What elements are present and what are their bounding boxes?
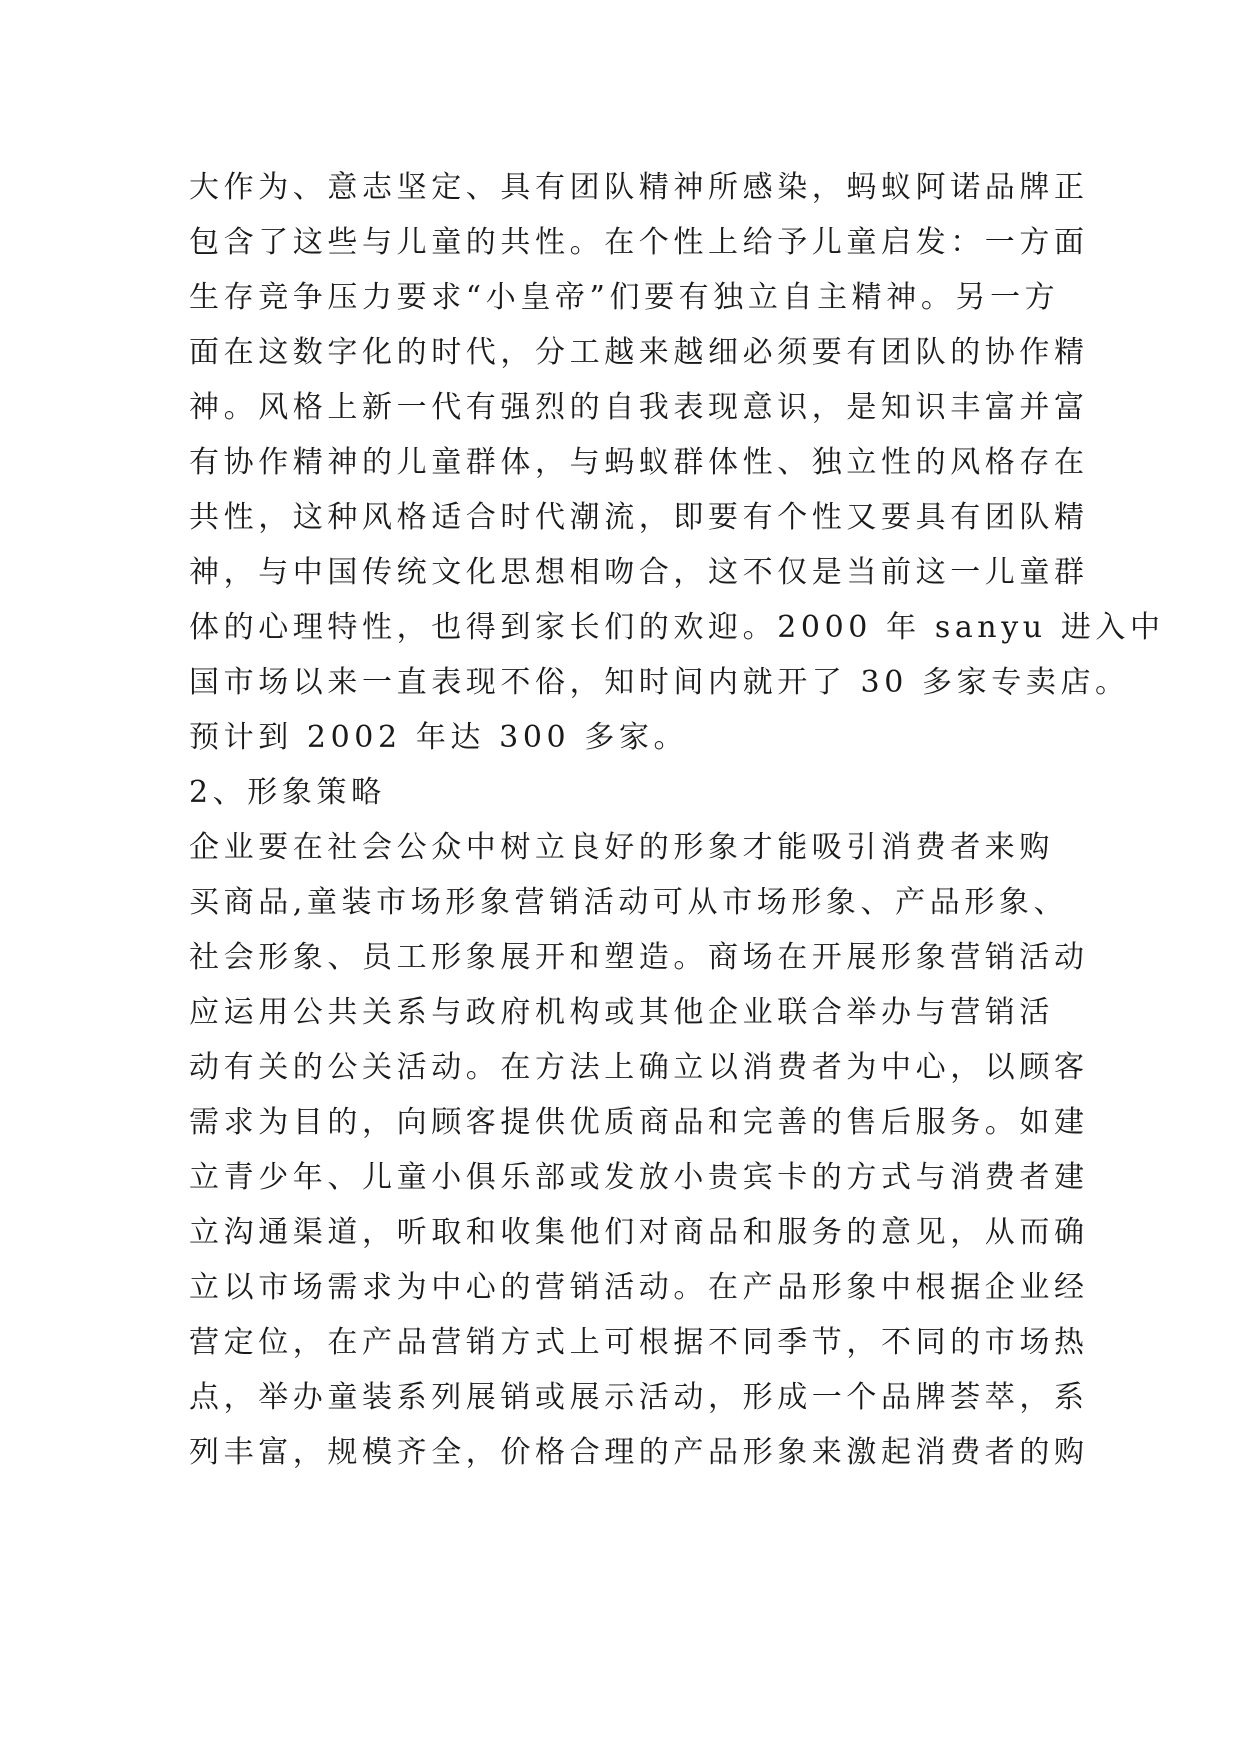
text-line: 营定位，在产品营销方式上可根据不同季节，不同的市场热 [189,1325,1089,1360]
text-line: 列丰富，规模齐全，价格合理的产品形象来激起消费者的购 [189,1435,1089,1470]
text-line: 神。风格上新一代有强烈的自我表现意识，是知识丰富并富 [189,390,1089,425]
text-line: 国市场以来一直表现不俗，知时间内就开了 30 多家专卖店。 [189,665,1130,700]
text-line: 动有关的公关活动。在方法上确立以消费者为中心，以顾客 [189,1050,1089,1085]
text-line: 立沟通渠道，听取和收集他们对商品和服务的意见，从而确 [189,1215,1089,1250]
text-line: 买商品,童装市场形象营销活动可从市场形象、产品形象、 [189,885,1069,920]
text-line: 企业要在社会公众中树立良好的形象才能吸引消费者来购 [189,830,1054,865]
text-line: 共性，这种风格适合时代潮流，即要有个性又要具有团队精 [189,500,1089,535]
section-heading: 2、形象策略 [189,775,386,810]
text-line: 神，与中国传统文化思想相吻合，这不仅是当前这一儿童群 [189,555,1089,590]
text-line: 立青少年、儿童小俱乐部或发放小贵宾卡的方式与消费者建 [189,1160,1089,1195]
text-line: 应运用公共关系与政府机构或其他企业联合举办与营销活 [189,995,1054,1030]
text-line: 需求为目的，向顾客提供优质商品和完善的售后服务。如建 [189,1105,1089,1140]
text-line: 有协作精神的儿童群体，与蚂蚁群体性、独立性的风格存在 [189,445,1089,480]
text-line: 生存竞争压力要求“小皇帝”们要有独立自主精神。另一方 [189,280,1060,315]
text-line: 预计到 2002 年达 300 多家。 [189,720,689,755]
text-line: 立以市场需求为中心的营销活动。在产品形象中根据企业经 [189,1270,1089,1305]
text-line: 面在这数字化的时代，分工越来越细必须要有团队的协作精 [189,335,1089,370]
text-line: 包含了这些与儿童的共性。在个性上给予儿童启发：一方面 [189,225,1089,260]
text-line: 点，举办童装系列展销或展示活动，形成一个品牌荟萃，系 [189,1380,1089,1415]
text-line: 大作为、意志坚定、具有团队精神所感染，蚂蚁阿诺品牌正 [189,170,1089,205]
text-line: 体的心理特性，也得到家长们的欢迎。2000 年 sanyu 进入中 [189,610,1165,645]
text-line: 社会形象、员工形象展开和塑造。商场在开展形象营销活动 [189,940,1089,975]
